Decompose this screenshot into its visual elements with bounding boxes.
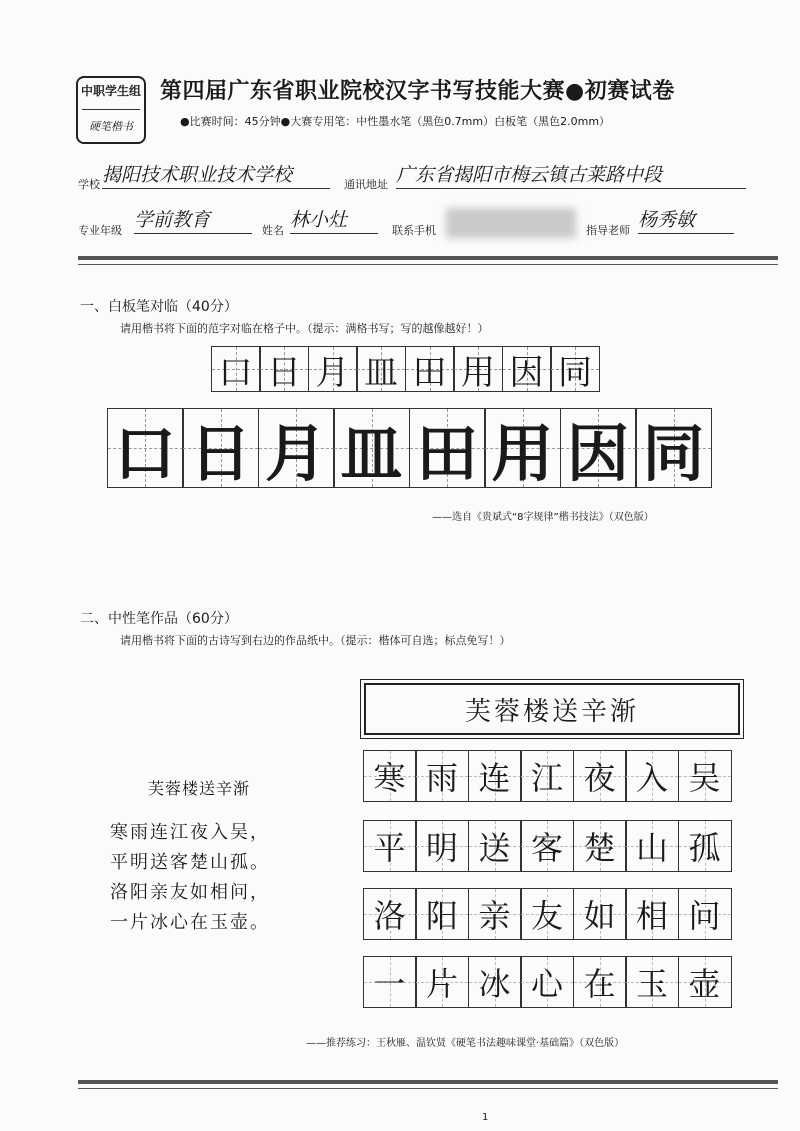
name-label: 姓名 [262, 224, 284, 237]
header-divider-thin [78, 264, 778, 265]
work-cell[interactable]: 寒 [363, 750, 417, 802]
major-label: 专业年级 [78, 224, 122, 237]
school-field[interactable]: 揭阳技术职业技术学校 [102, 160, 330, 189]
work-cell[interactable]: 友 [520, 888, 574, 940]
work-cell[interactable]: 片 [415, 956, 469, 1008]
practice-cell[interactable]: 月 [258, 408, 335, 488]
work-cell[interactable]: 一 [363, 956, 417, 1008]
poem-line: 洛阳亲友如相问， [110, 882, 270, 903]
work-row[interactable] [364, 820, 732, 872]
work-cell[interactable]: 明 [415, 820, 469, 872]
work-cell[interactable]: 洛 [363, 888, 417, 940]
header-divider [78, 256, 778, 260]
sample-cell: 口 [211, 346, 261, 392]
address-field[interactable]: 广东省揭阳市梅云镇古莱路中段 [396, 160, 746, 189]
work-cell[interactable]: 入 [625, 750, 679, 802]
name-field[interactable]: 林小灶 [290, 205, 378, 234]
practice-cell[interactable]: 口 [107, 408, 184, 488]
teacher-label: 指导老师 [586, 224, 630, 237]
school-label: 学校 [78, 178, 100, 191]
work-cell[interactable]: 送 [468, 820, 522, 872]
work-cell[interactable]: 平 [363, 820, 417, 872]
footer-divider [78, 1080, 778, 1084]
footer-divider-thin [78, 1088, 778, 1089]
work-cell[interactable]: 楚 [573, 820, 627, 872]
work-cell[interactable]: 吴 [678, 750, 732, 802]
section2-title: 二、中性笔作品（60分） [80, 611, 238, 627]
practice-char-grid[interactable] [108, 408, 712, 488]
work-cell[interactable]: 夜 [573, 750, 627, 802]
work-cell[interactable]: 壶 [678, 956, 732, 1008]
sample-cell: 因 [502, 346, 552, 392]
page-mark: 1 [482, 1112, 489, 1123]
work-cell[interactable]: 亲 [468, 888, 522, 940]
work-row[interactable] [364, 888, 732, 940]
badge-bottom-label: 硬笔楷书 [89, 120, 133, 133]
work-cell[interactable]: 客 [520, 820, 574, 872]
work-cell[interactable]: 在 [573, 956, 627, 1008]
practice-cell[interactable]: 田 [409, 408, 486, 488]
sample-cell: 日 [259, 346, 309, 392]
sample-cell: 田 [405, 346, 455, 392]
section1-title: 一、白板笔对临（40分） [80, 299, 238, 315]
practice-cell[interactable]: 同 [635, 408, 712, 488]
section2-source: ——推荐练习：王秋雁、温钦贤《硬笔书法趣味课堂·基础篇》（双色版） [306, 1038, 625, 1049]
section1-desc: 请用楷书将下面的范字对临在格子中。（提示：满格书写；写的越像越好！） [120, 322, 489, 335]
work-cell[interactable]: 孤 [678, 820, 732, 872]
work-cell[interactable]: 山 [625, 820, 679, 872]
work-title-box[interactable] [364, 683, 740, 735]
work-cell[interactable]: 连 [468, 750, 522, 802]
sample-cell: 月 [308, 346, 358, 392]
work-cell[interactable]: 阳 [415, 888, 469, 940]
category-badge [76, 76, 146, 144]
sample-cell: 同 [550, 346, 600, 392]
sample-cell: 皿 [356, 346, 406, 392]
exam-info: ●比赛时间：45分钟●大赛专用笔：中性墨水笔（黑色0.7mm）白板笔（黑色2.0mm） [180, 115, 611, 128]
poem-line: 一片冰心在玉壶。 [110, 912, 270, 933]
work-title-text: 芙蓉楼送辛渐 [464, 696, 639, 727]
teacher-field[interactable]: 杨秀敏 [638, 205, 734, 234]
work-cell[interactable]: 相 [625, 888, 679, 940]
poem-line: 平明送客楚山孤。 [110, 852, 270, 873]
practice-cell[interactable]: 因 [560, 408, 637, 488]
page-title: 第四届广东省职业院校汉字书写技能大赛●初赛试卷 [160, 79, 675, 104]
work-row[interactable] [364, 750, 732, 802]
practice-cell[interactable]: 日 [182, 408, 259, 488]
sample-cell: 用 [453, 346, 503, 392]
major-field[interactable]: 学前教育 [134, 205, 252, 234]
work-cell[interactable]: 冰 [468, 956, 522, 1008]
address-label: 通讯地址 [344, 178, 388, 191]
work-cell[interactable]: 如 [573, 888, 627, 940]
work-cell[interactable]: 雨 [415, 750, 469, 802]
poem-title: 芙蓉楼送辛渐 [148, 779, 251, 798]
practice-cell[interactable]: 皿 [333, 408, 410, 488]
work-cell[interactable]: 心 [520, 956, 574, 1008]
sample-char-grid [212, 346, 600, 392]
badge-top-label: 中职学生组 [80, 84, 141, 98]
phone-label: 联系手机 [392, 224, 436, 237]
phone-field-redacted[interactable] [446, 208, 576, 238]
work-cell[interactable]: 玉 [625, 956, 679, 1008]
work-cell[interactable]: 问 [678, 888, 732, 940]
work-cell[interactable]: 江 [520, 750, 574, 802]
section2-desc: 请用楷书将下面的古诗写到右边的作品纸中。（提示：楷体可自选；标点免写！） [120, 634, 511, 647]
poem-line: 寒雨连江夜入吴， [110, 822, 270, 843]
section1-source: ——选自《贵斌式“8字规律”楷书技法》（双色版） [432, 512, 654, 523]
work-row[interactable] [364, 956, 732, 1008]
practice-cell[interactable]: 用 [484, 408, 561, 488]
